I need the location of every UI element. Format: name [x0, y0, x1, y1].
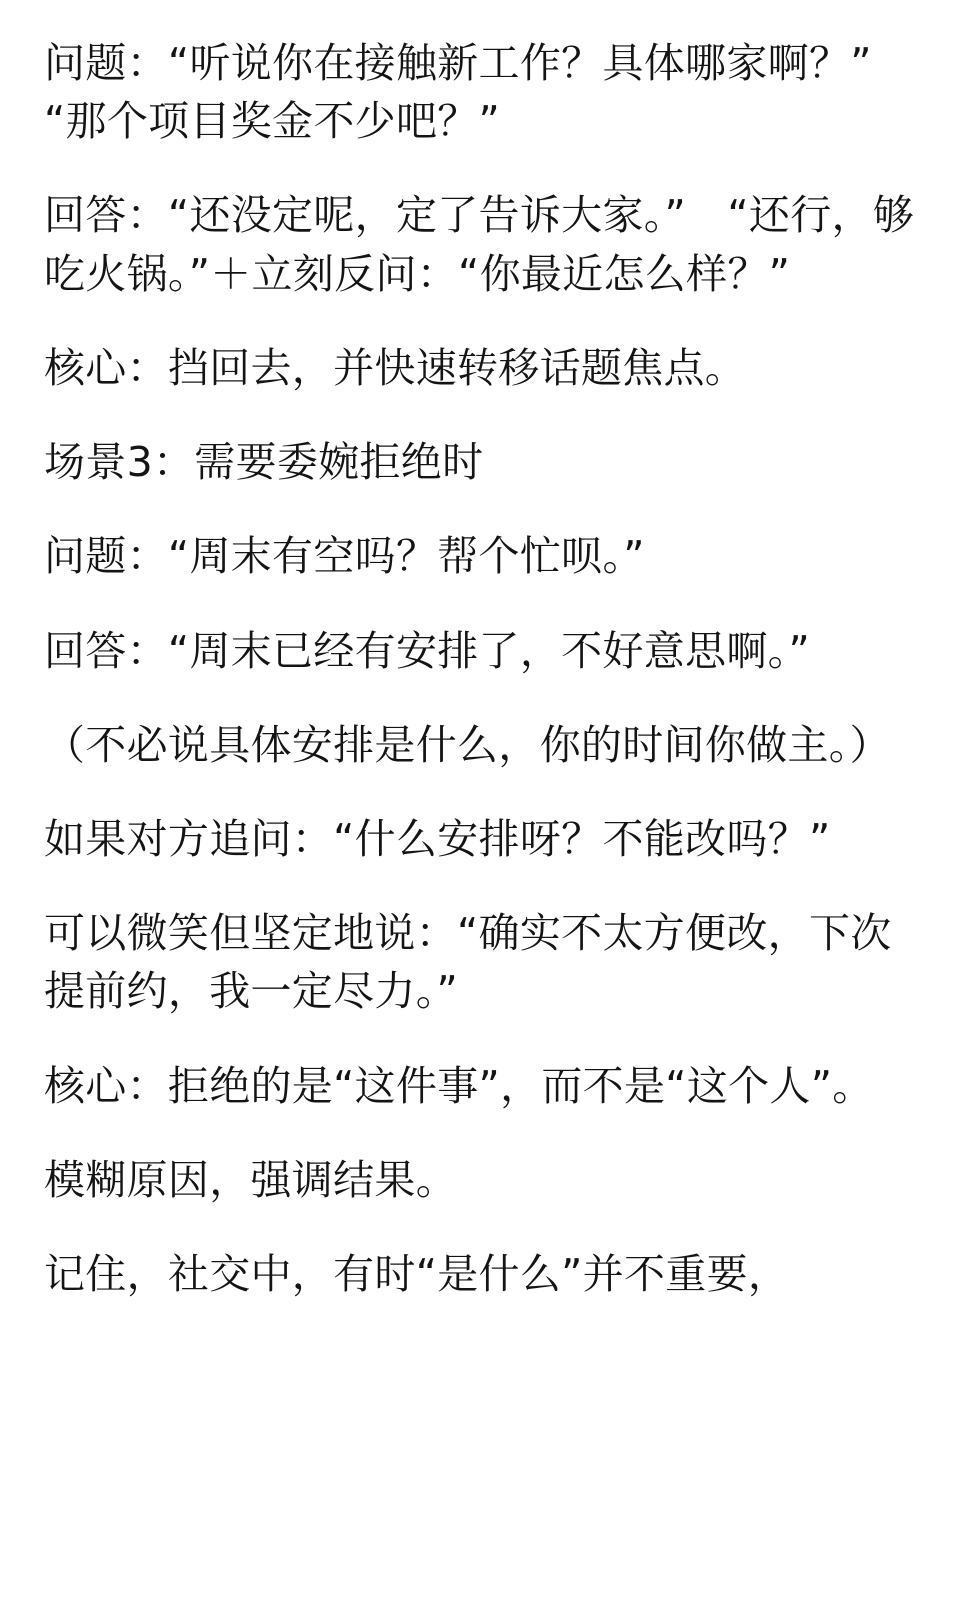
paragraph-question-1: 问题：“听说你在接触新工作？具体哪家啊？”“那个项目奖金不少吧？”: [44, 39, 872, 146]
paragraph-scenario-heading: 场景3：需要委婉拒绝时: [44, 438, 484, 487]
paragraph-core-1: 核心：挡回去，并快速转移话题焦点。: [44, 343, 747, 392]
paragraph-note: （不必说具体安排是什么，你的时间你做主。）: [44, 720, 891, 769]
paragraph-core-2: 核心：拒绝的是“这件事”，而不是“这个人”。: [44, 1061, 874, 1110]
paragraph-followup-answer: 可以微笑但坚定地说：“确实不太方便改，下次提前约，我一定尽力。”: [44, 909, 892, 1016]
paragraph-closing: 记住，社交中，有时“是什么”并不重要，: [44, 1250, 790, 1299]
paragraph-answer-1: 回答：“还没定呢，定了告诉大家。” “还行，够吃火锅。”＋立刻反问：“你最近怎么样？”: [44, 191, 915, 298]
paragraph-answer-2: 回答：“周末已经有安排了，不好意思啊。”: [44, 626, 810, 675]
paragraph-followup-question: 如果对方追问：“什么安排呀？不能改吗？”: [44, 814, 831, 863]
paragraph-summary: 模糊原因，强调结果。: [44, 1155, 457, 1204]
paragraph-question-2: 问题：“周末有空吗？帮个忙呗。”: [44, 532, 645, 581]
